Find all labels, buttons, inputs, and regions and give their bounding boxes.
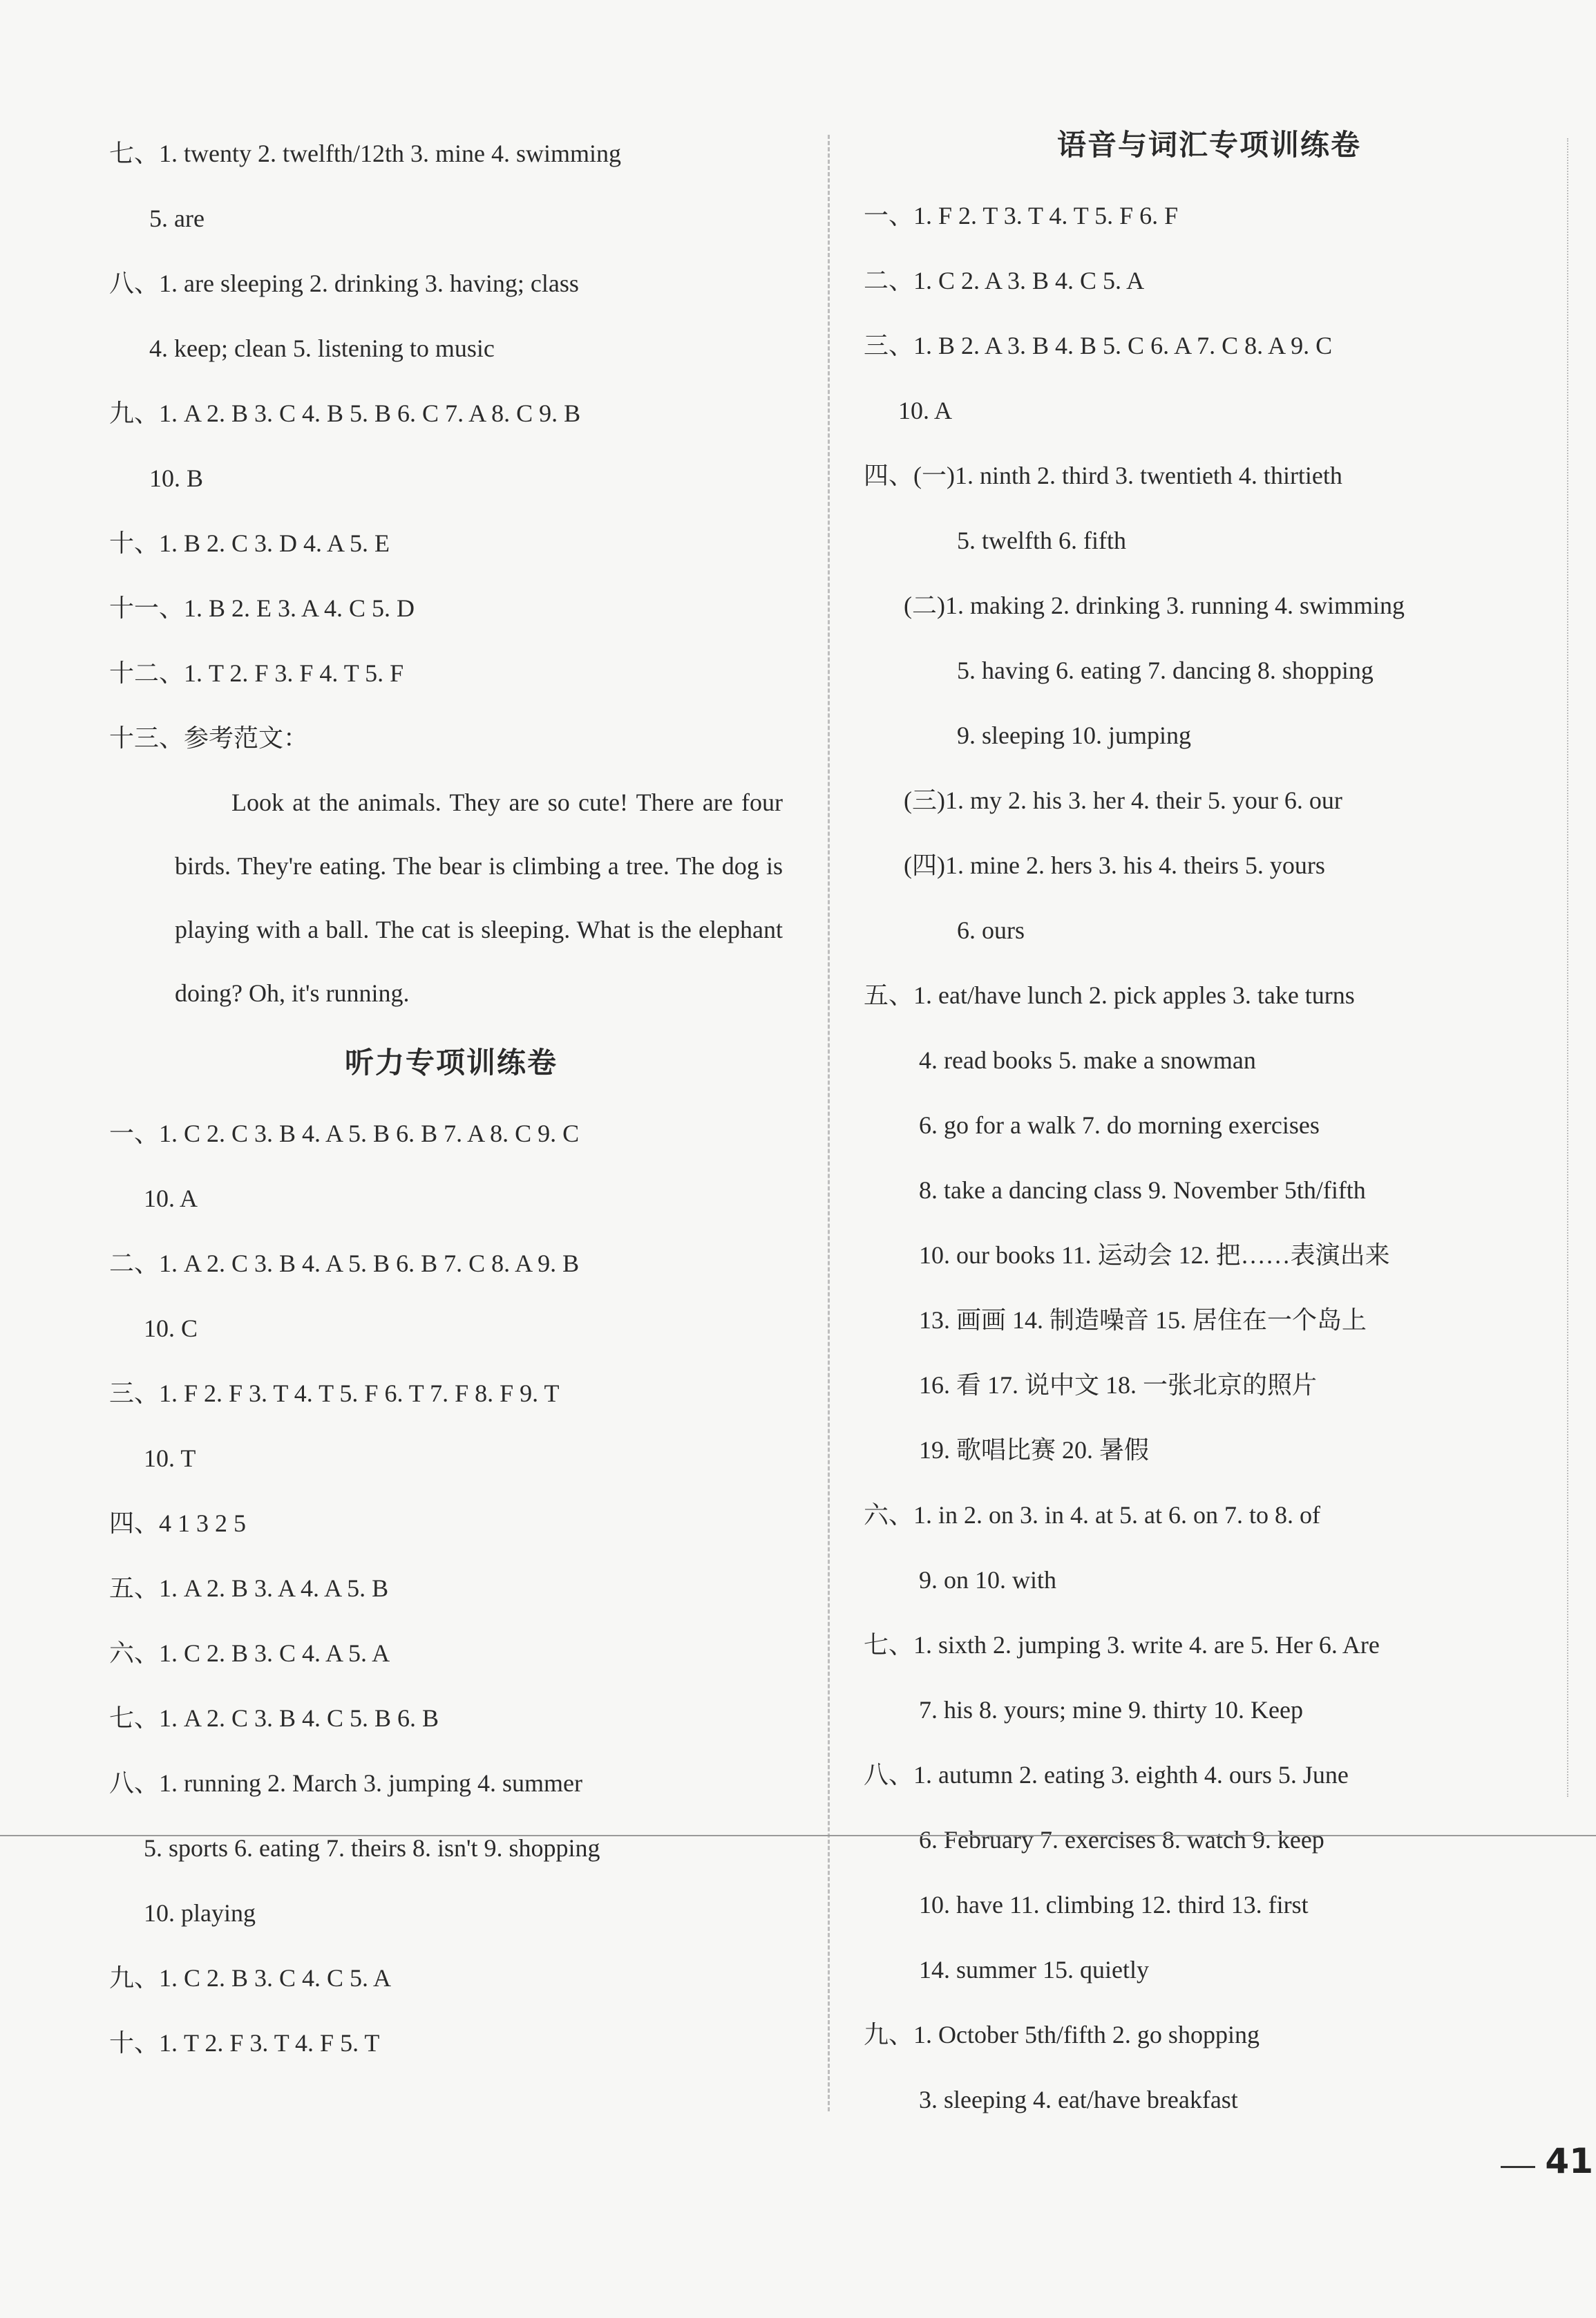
answer-line: 五、1. eat/have lunch 2. pick apples 3. take turns bbox=[864, 981, 1355, 1009]
answer-line: 10. have 11. climbing 12. third 13. first bbox=[919, 1891, 1309, 1919]
answer-line: 10. A bbox=[898, 397, 953, 424]
answer-line: 七、1. twenty 2. twelfth/12th 3. mine 4. swimming bbox=[109, 140, 621, 167]
answer-line: 13. 画画 14. 制造噪音 15. 居住在一个岛上 bbox=[919, 1306, 1367, 1334]
vocab-section-title: 语音与词汇专项训练卷 bbox=[1056, 128, 1361, 162]
right-column bbox=[864, 121, 1555, 2132]
answer-line: 10. playing bbox=[144, 1899, 256, 1927]
answer-line: 四、(一)1. ninth 2. third 3. twentieth 4. thirtieth bbox=[864, 462, 1342, 489]
answer-line: (二)1. making 2. drinking 3. running 4. swimming bbox=[904, 592, 1405, 619]
answer-line: 8. take a dancing class 9. November 5th/fifth bbox=[919, 1176, 1366, 1204]
answer-line: 6. ours bbox=[957, 916, 1025, 944]
answer-line: 6. February 7. exercises 8. watch 9. keep bbox=[919, 1826, 1324, 1854]
essay-text: Look at the animals. They are so cute! There are four birds. They're eating. The bear is climbing a tree. The dog is playing with a ball. The cat is sleeping. What is the elephant doing? Oh, it's running. bbox=[175, 789, 783, 1007]
answer-line: (三)1. my 2. his 3. her 4. their 5. your 6. our bbox=[904, 786, 1342, 814]
answer-line: 十、1. B 2. C 3. D 4. A 5. E bbox=[109, 529, 390, 557]
answer-line: 10. C bbox=[144, 1315, 198, 1342]
answer-line: 9. sleeping 10. jumping bbox=[957, 722, 1191, 749]
answer-line: 六、1. in 2. on 3. in 4. at 5. at 6. on 7. to 8. of bbox=[864, 1501, 1320, 1529]
answer-line: 4. keep; clean 5. listening to music bbox=[149, 334, 495, 362]
answer-line: 10. B bbox=[149, 464, 204, 492]
answer-line: 七、1. sixth 2. jumping 3. write 4. are 5. Her 6. Are bbox=[864, 1631, 1380, 1659]
answer-line: 3. sleeping 4. eat/have breakfast bbox=[919, 2086, 1238, 2113]
left-column bbox=[109, 121, 793, 2075]
answer-line: 9. on 10. with bbox=[919, 1566, 1057, 1594]
scan-fold-line bbox=[0, 1835, 1596, 1836]
answer-line: 八、1. running 2. March 3. jumping 4. summer bbox=[109, 1769, 582, 1797]
answer-line: 14. summer 15. quietly bbox=[919, 1956, 1149, 1984]
answer-line: 二、1. A 2. C 3. B 4. A 5. B 6. B 7. C 8. A 9. B bbox=[109, 1250, 580, 1277]
answer-line: 6. go for a walk 7. do morning exercises bbox=[919, 1111, 1320, 1139]
answer-line: 八、1. are sleeping 2. drinking 3. having; class bbox=[109, 270, 579, 297]
answer-line: 一、1. C 2. C 3. B 4. A 5. B 6. B 7. A 8. C 9. C bbox=[109, 1120, 580, 1147]
answer-line: 5. twelfth 6. fifth bbox=[957, 527, 1126, 554]
answer-line: 九、1. A 2. B 3. C 4. B 5. B 6. C 7. A 8. C 9. B bbox=[109, 399, 581, 427]
answer-line: 九、1. C 2. B 3. C 4. C 5. A bbox=[109, 1964, 392, 1992]
answer-line: 一、1. F 2. T 3. T 4. T 5. F 6. F bbox=[864, 202, 1179, 229]
answer-line: 5. are bbox=[149, 205, 205, 232]
answer-line: 十、1. T 2. F 3. T 4. F 5. T bbox=[109, 2029, 380, 2057]
left-answer-block bbox=[109, 121, 793, 771]
page-edge-line bbox=[1567, 138, 1568, 1797]
answer-line: 10. our books 11. 运动会 12. 把……表演出来 bbox=[919, 1241, 1390, 1269]
answer-line: 八、1. autumn 2. eating 3. eighth 4. ours 5. June bbox=[864, 1761, 1349, 1789]
answer-line: 7. his 8. yours; mine 9. thirty 10. Keep bbox=[919, 1696, 1303, 1724]
answer-line: 5. sports 6. eating 7. theirs 8. isn't 9. shopping bbox=[144, 1834, 600, 1862]
answer-line: 二、1. C 2. A 3. B 4. C 5. A bbox=[864, 267, 1145, 294]
answer-line: 4. read books 5. make a snowman bbox=[919, 1046, 1256, 1074]
listening-answer-block bbox=[109, 1101, 793, 2075]
answer-line: 十一、1. B 2. E 3. A 4. C 5. D bbox=[109, 594, 415, 622]
answer-line: 四、4 1 3 2 5 bbox=[109, 1509, 247, 1537]
answer-line: 三、1. F 2. F 3. T 4. T 5. F 6. T 7. F 8. F 9. T bbox=[109, 1379, 560, 1407]
answer-line: 十三、参考范文： bbox=[109, 724, 309, 752]
answer-line: 九、1. October 5th/fifth 2. go shopping bbox=[864, 2021, 1260, 2048]
answer-line: 五、1. A 2. B 3. A 4. A 5. B bbox=[109, 1574, 389, 1602]
answer-line: 10. A bbox=[144, 1185, 198, 1212]
answer-line: 5. having 6. eating 7. dancing 8. shopping bbox=[957, 657, 1374, 684]
listening-section-title: 听力专项训练卷 bbox=[344, 1046, 558, 1080]
answer-line: 10. T bbox=[144, 1444, 196, 1472]
answer-line: 七、1. A 2. C 3. B 4. C 5. B 6. B bbox=[109, 1704, 439, 1732]
model-essay bbox=[109, 771, 783, 1025]
answer-line: (四)1. mine 2. hers 3. his 4. theirs 5. yours bbox=[904, 851, 1325, 879]
page-number: 41 bbox=[1545, 2141, 1593, 2181]
answer-line: 三、1. B 2. A 3. B 4. B 5. C 6. A 7. C 8. A 9. C bbox=[864, 332, 1333, 359]
answer-line: 19. 歌唱比赛 20. 暑假 bbox=[919, 1436, 1150, 1464]
page-number-dash bbox=[1501, 2166, 1535, 2168]
answer-line: 六、1. C 2. B 3. C 4. A 5. A bbox=[109, 1639, 390, 1667]
vocab-answer-block bbox=[864, 183, 1555, 2132]
answer-line: 16. 看 17. 说中文 18. 一张北京的照片 bbox=[919, 1371, 1318, 1399]
answer-line: 十二、1. T 2. F 3. F 4. T 5. F bbox=[109, 659, 404, 687]
column-divider bbox=[828, 135, 830, 2111]
